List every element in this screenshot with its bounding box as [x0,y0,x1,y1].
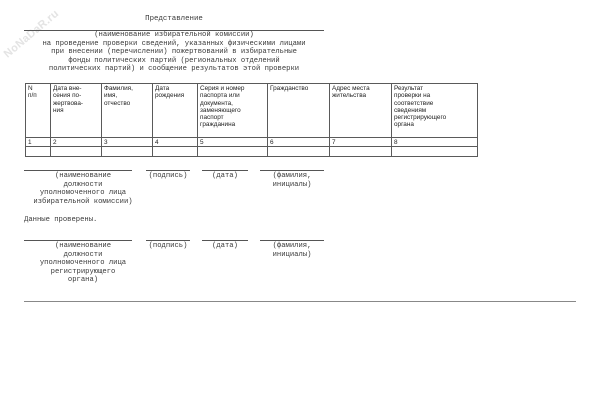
header-cell-citizenship: Гражданство [268,84,330,138]
date-caption-2: (дата) [212,242,238,250]
number-cell-5: 5 [198,138,268,147]
header-cell-check-result: Результат проверки на соответствие сведениям регистрирующего органа [392,84,478,138]
blank-cell [268,147,330,157]
number-cell-4: 4 [153,138,198,147]
number-cell-8: 8 [392,138,478,147]
intro-line-3: фонды политических партий (региональных отделений [68,56,280,65]
number-cell-7: 7 [330,138,392,147]
header-cell-number: N п/п [26,84,51,138]
position-caption-1: (наименование должности уполномоченного лица избирательной комиссии) [33,172,133,206]
header-cell-passport: Серия и номер паспорта или документа, заменяющего паспорт гражданина [198,84,268,138]
header-cell-birth-date: Дата рождения [153,84,198,138]
donations-table [25,83,478,157]
position-caption-2: (наименование должности уполномоченного лица регистрирующего органа) [39,242,127,285]
blank-cell [153,147,198,157]
watermark: NoNaDaR.ru [1,7,62,61]
blank-cell [330,147,392,157]
date-line-1 [202,170,248,171]
blank-cell [392,147,478,157]
position-line-1 [24,170,132,171]
date-caption-1: (дата) [212,172,238,180]
number-cell-3: 3 [102,138,153,147]
intro-line-4: политических партий) и сообщение результатов этой проверки [48,65,300,74]
signature-line-2 [146,240,190,241]
name-line-1 [260,170,324,171]
blank-cell [102,147,153,157]
header-cell-address: Адрес места жительства [330,84,392,138]
intro-line-1: на проведение проверки сведений, указанных физическими лицами [42,39,306,48]
header-cell-full-name: Фамилия, имя, отчество [102,84,153,138]
table-blank-row [26,147,478,157]
commission-caption: (наименование избирательной комиссии) [94,31,254,39]
document-title: Представление [145,15,203,23]
blank-cell [198,147,268,157]
intro-line-2: при внесении (перечислении) пожертвований в избирательные [51,48,297,57]
number-cell-2: 2 [51,138,102,147]
bottom-divider [24,301,576,302]
signature-caption-2: (подпись) [148,242,188,250]
data-checked-text: Данные проверены. [24,216,98,224]
signature-caption-1: (подпись) [148,172,188,180]
position-line-2 [24,240,132,241]
date-line-2 [202,240,248,241]
number-cell-1: 1 [26,138,51,147]
number-cell-6: 6 [268,138,330,147]
name-caption-1: (фамилия, инициалы) [272,172,312,189]
intro-block [24,31,324,74]
name-caption-2: (фамилия, инициалы) [272,242,312,259]
header-cell-donation-date: Дата вне- сения по- жертвова- ния [51,84,102,138]
name-line-2 [260,240,324,241]
blank-cell [26,147,51,157]
blank-cell [51,147,102,157]
table-header-row [26,84,478,138]
table-number-row [26,138,478,147]
signature-line-1 [146,170,190,171]
